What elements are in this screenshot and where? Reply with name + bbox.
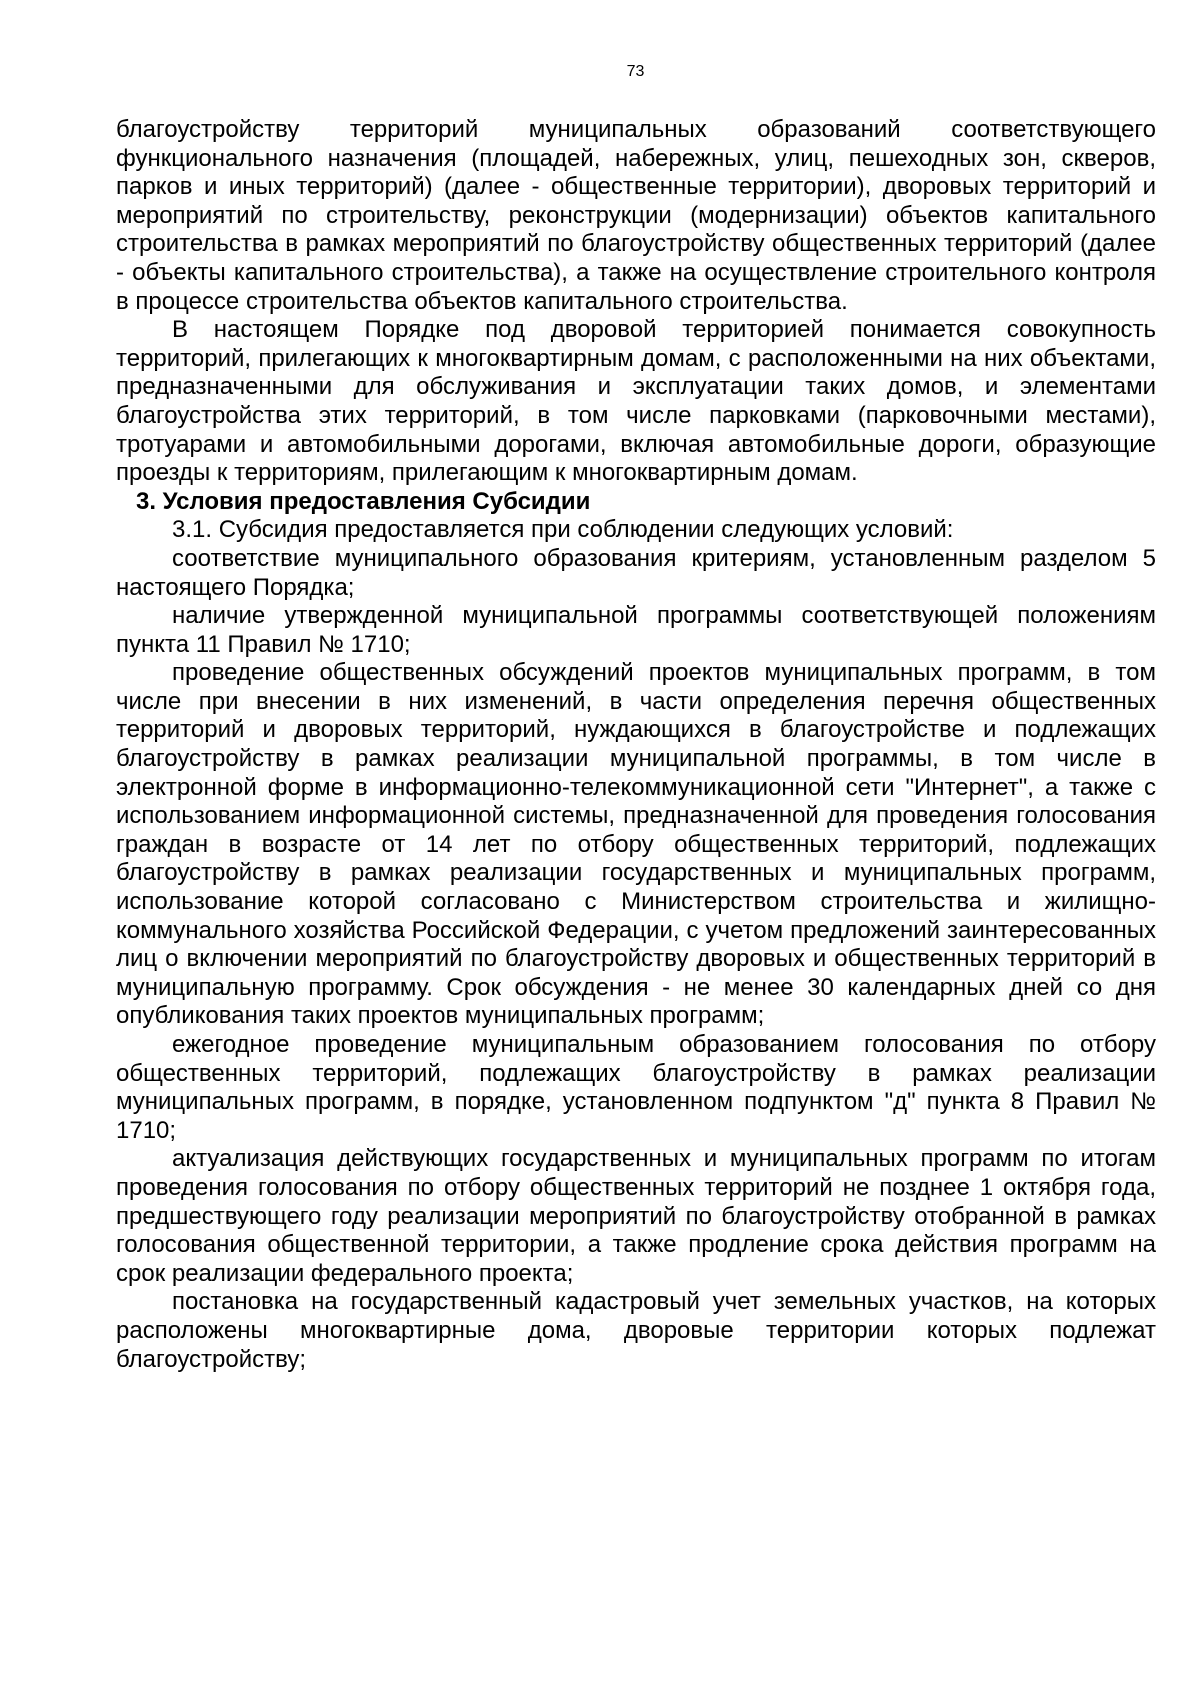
section-heading: 3. Условия предоставления Субсидии [136,487,591,515]
paragraph-condition-5: актуализация действующих государственных и муниципальных программ по итогам проведения голосования по отбору общественных территорий не позднее 1 октября года, предшествующего году реализации мероприятий по благоустройству отобранной в рамках голосования общественной территории, а также продление срока действия программ на срок реализации федерального проекта; [116,1145,1156,1287]
paragraph-continuation: благоустройству территорий муниципальных образований соответствующего функционального назначения (площадей, набережных, улиц, пешеходных зон, скверов, парков и иных территорий) (далее - общественные территории), дворовых территорий и мероприятий по строительству, реконструкции (модернизации) объектов капитального строительства в рамках мероприятий по благоустройству общественных территорий (далее - объекты капитального строительства), а также на осуществление строительного контроля в процессе строительства объектов капитального строительства. [116,116,1156,315]
document-body [116,116,1156,1374]
paragraph-condition-2: наличие утвержденной муниципальной программы соответствующей положениям пункта 11 Правил № 1710; [116,602,1156,658]
paragraph-condition-4: ежегодное проведение муниципальным образованием голосования по отбору общественных территорий, подлежащих благоустройству в рамках реализации муниципальных программ, в порядке, установленном подпунктом "д" пункта 8 Правил № 1710; [116,1031,1156,1144]
paragraph-condition-6: постановка на государственный кадастровый учет земельных участков, на которых расположены многоквартирные дома, дворовые территории которых подлежат благоустройству; [116,1288,1156,1373]
paragraph-condition-3: проведение общественных обсуждений проектов муниципальных программ, в том числе при внесении в них изменений, в части определения перечня общественных территорий и дворовых территорий, нуждающихся в благоустройстве и подлежащих благоустройству в рамках реализации муниципальной программы, в том числе в электронной форме в информационно-телекоммуникационной сети "Интернет", а также с использованием информационной системы, предназначенной для проведения голосования граждан в возрасте от 14 лет по отбору общественных территорий, подлежащих благоустройству в рамках реализации государственных и муниципальных программ, использование которой согласовано с Министерством строительства и жилищно-коммунального хозяйства Российской Федерации, с учетом предложений заинтересованных лиц о включении мероприятий по благоустройству дворовых и общественных территорий в муниципальную программу. Срок обсуждения - не менее 30 календарных дней со дня опубликования таких проектов муниципальных программ; [116,659,1156,1030]
paragraph-definition: В настоящем Порядке под дворовой территорией понимается совокупность территорий, прилегающих к многоквартирным домам, с расположенными на них объектами, предназначенными для обслуживания и эксплуатации таких домов, и элементами благоустройства этих территорий, в том числе парковками (парковочными местами), тротуарами и автомобильными дорогами, включая автомобильные дороги, образующие проезды к территориям, прилегающим к многоквартирным домам. [116,316,1156,487]
page-number: 73 [626,63,645,80]
paragraph-clause-3-1: 3.1. Субсидия предоставляется при соблюдении следующих условий: [172,516,954,544]
paragraph-condition-1: соответствие муниципального образования критериям, установленным разделом 5 настоящего Порядка; [116,544,1156,601]
